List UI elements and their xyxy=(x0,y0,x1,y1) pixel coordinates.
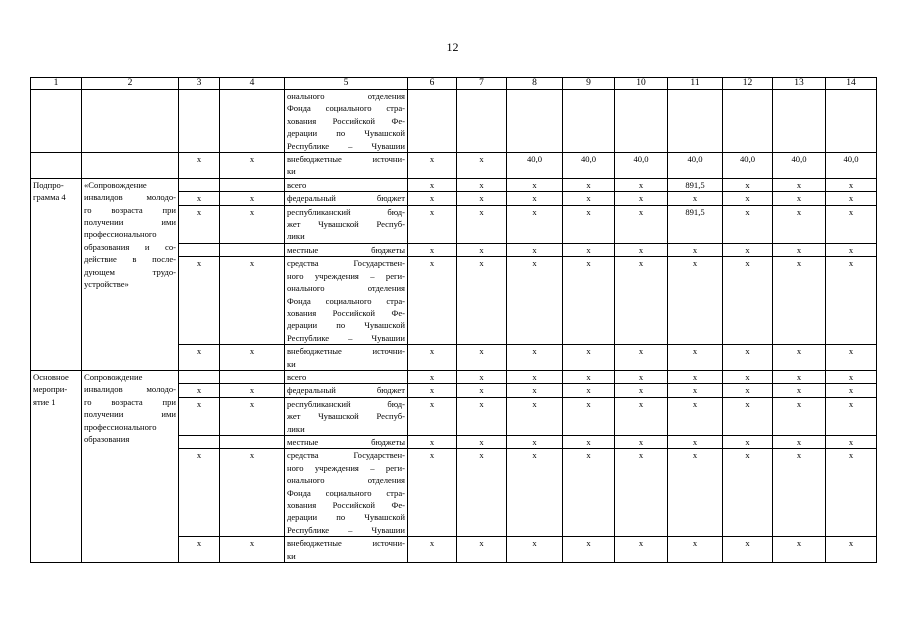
text-line: дующем трудо- xyxy=(84,266,176,277)
value-cell: х xyxy=(563,370,615,383)
value-cell: х xyxy=(457,537,507,563)
value-cell: х xyxy=(408,435,457,448)
value-cell: х xyxy=(615,435,668,448)
value-cell: х xyxy=(179,257,220,345)
text-line: онального отделения xyxy=(287,91,405,101)
value-cell: х xyxy=(457,205,507,243)
value-cell xyxy=(220,435,285,448)
column-number: 6 xyxy=(408,78,457,90)
text-line: средства Государствен- xyxy=(287,258,405,269)
text-line: федеральный бюджет xyxy=(287,193,405,204)
value-cell: х xyxy=(408,537,457,563)
value-cell: 40,0 xyxy=(615,153,668,179)
value-cell: х xyxy=(615,178,668,191)
value-cell: х xyxy=(507,192,563,205)
value-cell: х xyxy=(220,449,285,537)
program-description xyxy=(82,178,179,370)
table-row xyxy=(31,370,877,383)
value-cell: х xyxy=(563,257,615,345)
text-line: хования Российской Фе- xyxy=(287,307,405,318)
value-cell xyxy=(220,243,285,256)
value-cell: х xyxy=(615,370,668,383)
text-line: дерации по Чувашской xyxy=(287,128,405,139)
value-cell: х xyxy=(220,153,285,179)
program-name xyxy=(31,178,82,370)
value-cell: х xyxy=(220,384,285,397)
value-cell: х xyxy=(615,537,668,563)
funding-source xyxy=(285,192,408,205)
header-row xyxy=(31,78,877,90)
value-cell: х xyxy=(179,384,220,397)
empty-cell xyxy=(31,90,82,153)
value-cell: х xyxy=(408,205,457,243)
funding-source xyxy=(285,243,408,256)
value-cell: х xyxy=(668,449,723,537)
text-line: Фонда социального стра- xyxy=(287,487,405,498)
table-row xyxy=(31,90,877,153)
value-cell: х xyxy=(723,178,773,191)
value-cell: х xyxy=(457,397,507,435)
value-cell: 40,0 xyxy=(507,153,563,179)
empty-cell xyxy=(408,90,457,153)
value-cell: х xyxy=(220,537,285,563)
value-cell: х xyxy=(826,345,877,371)
value-cell: х xyxy=(457,257,507,345)
value-cell: х xyxy=(507,435,563,448)
value-cell: х xyxy=(668,537,723,563)
value-cell: х xyxy=(668,243,723,256)
value-cell: х xyxy=(668,370,723,383)
value-cell: 40,0 xyxy=(723,153,773,179)
value-cell: х xyxy=(615,243,668,256)
funding-source xyxy=(285,90,408,153)
value-cell: х xyxy=(723,205,773,243)
column-number: 13 xyxy=(773,78,826,90)
text-line: меропри- xyxy=(33,384,68,395)
value-cell: 40,0 xyxy=(563,153,615,179)
text-line: местные бюджеты xyxy=(287,244,405,255)
page-number: 12 xyxy=(446,40,459,54)
empty-cell xyxy=(82,90,179,153)
value-cell: х xyxy=(723,345,773,371)
funding-source xyxy=(285,435,408,448)
value-cell: х xyxy=(826,537,877,563)
text-line: устройстве» xyxy=(84,279,129,290)
text-line: образования и со- xyxy=(84,241,176,252)
value-cell: х xyxy=(220,397,285,435)
value-cell: х xyxy=(826,243,877,256)
value-cell: х xyxy=(723,537,773,563)
text-line: грамма 4 xyxy=(33,192,66,203)
text-line: Сопровождение xyxy=(84,371,143,382)
text-line: получении ими xyxy=(84,409,176,420)
value-cell: 40,0 xyxy=(668,153,723,179)
value-cell: х xyxy=(723,397,773,435)
value-cell: х xyxy=(220,192,285,205)
value-cell: х xyxy=(408,449,457,537)
text-line: ки xyxy=(287,550,296,561)
funding-source xyxy=(285,205,408,243)
value-cell: х xyxy=(408,370,457,383)
value-cell: х xyxy=(179,537,220,563)
value-cell: х xyxy=(668,192,723,205)
value-cell: х xyxy=(826,192,877,205)
value-cell: х xyxy=(220,345,285,371)
value-cell: 891,5 xyxy=(668,205,723,243)
value-cell: х xyxy=(563,192,615,205)
value-cell: х xyxy=(826,257,877,345)
funding-source xyxy=(285,257,408,345)
value-cell: х xyxy=(773,384,826,397)
value-cell: х xyxy=(615,384,668,397)
text-line: инвалидов молодо- xyxy=(84,384,176,395)
text-line: дерации по Чувашской xyxy=(287,512,405,523)
value-cell: х xyxy=(773,257,826,345)
value-cell: х xyxy=(179,345,220,371)
value-cell: х xyxy=(563,345,615,371)
value-cell: х xyxy=(615,397,668,435)
value-cell: х xyxy=(507,449,563,537)
value-cell: х xyxy=(826,205,877,243)
value-cell: 40,0 xyxy=(773,153,826,179)
text-line: хования Российской Фе- xyxy=(287,115,405,126)
text-line: Фонда социального стра- xyxy=(287,103,405,114)
value-cell: х xyxy=(457,435,507,448)
value-cell: х xyxy=(563,537,615,563)
text-line: Республике – Чувашии xyxy=(287,524,405,535)
value-cell: х xyxy=(615,449,668,537)
value-cell: х xyxy=(457,243,507,256)
value-cell: х xyxy=(408,243,457,256)
value-cell xyxy=(179,178,220,191)
program-name xyxy=(31,370,82,562)
text-line: лики xyxy=(287,231,305,242)
value-cell xyxy=(179,370,220,383)
table-row xyxy=(31,153,877,179)
value-cell: х xyxy=(408,153,457,179)
text-line: местные бюджеты xyxy=(287,436,405,447)
value-cell: х xyxy=(826,370,877,383)
empty-cell xyxy=(220,90,285,153)
funding-source xyxy=(285,384,408,397)
text-line: ного учреждения – реги- xyxy=(287,270,405,281)
value-cell: х xyxy=(179,449,220,537)
empty-cell xyxy=(826,90,877,153)
value-cell: х xyxy=(507,397,563,435)
empty-cell xyxy=(179,90,220,153)
value-cell: х xyxy=(723,370,773,383)
value-cell: х xyxy=(408,192,457,205)
value-cell: х xyxy=(457,449,507,537)
value-cell: х xyxy=(408,345,457,371)
column-number: 8 xyxy=(507,78,563,90)
value-cell: х xyxy=(773,370,826,383)
text-line: хования Российской Фе- xyxy=(287,500,405,510)
text-line: ки xyxy=(287,166,296,177)
column-number: 3 xyxy=(179,78,220,90)
value-cell: х xyxy=(773,243,826,256)
value-cell xyxy=(179,243,220,256)
text-line: получении ими xyxy=(84,217,176,228)
value-cell: х xyxy=(408,384,457,397)
value-cell: х xyxy=(408,178,457,191)
value-cell: х xyxy=(408,397,457,435)
text-line: инвалидов молодо- xyxy=(84,192,176,203)
value-cell: х xyxy=(507,345,563,371)
value-cell: х xyxy=(507,537,563,563)
value-cell: х xyxy=(773,205,826,243)
value-cell: х xyxy=(615,192,668,205)
text-line: Республике – Чувашии xyxy=(287,332,405,343)
value-cell: х xyxy=(457,345,507,371)
value-cell: х xyxy=(773,449,826,537)
column-number: 9 xyxy=(563,78,615,90)
value-cell: х xyxy=(773,537,826,563)
value-cell xyxy=(220,178,285,191)
column-number: 2 xyxy=(82,78,179,90)
column-number: 7 xyxy=(457,78,507,90)
value-cell: х xyxy=(773,435,826,448)
value-cell: х xyxy=(563,243,615,256)
value-cell: х xyxy=(668,397,723,435)
value-cell: х xyxy=(668,257,723,345)
text-line: Фонда социального стра- xyxy=(287,295,405,306)
text-line: республиканский бюд- xyxy=(287,206,405,217)
value-cell: 891,5 xyxy=(668,178,723,191)
funding-source xyxy=(285,537,408,563)
value-cell: х xyxy=(615,257,668,345)
value-cell: х xyxy=(773,192,826,205)
text-line: лики xyxy=(287,423,305,434)
value-cell: х xyxy=(457,384,507,397)
funding-source xyxy=(285,449,408,537)
value-cell: х xyxy=(615,345,668,371)
value-cell: х xyxy=(826,397,877,435)
value-cell: х xyxy=(179,397,220,435)
empty-cell xyxy=(773,90,826,153)
funding-source xyxy=(285,178,408,191)
value-cell: х xyxy=(668,384,723,397)
value-cell: х xyxy=(773,178,826,191)
empty-cell xyxy=(31,153,82,179)
value-cell: х xyxy=(457,178,507,191)
column-number: 10 xyxy=(615,78,668,90)
text-line: всего xyxy=(287,371,307,382)
value-cell: х xyxy=(563,384,615,397)
value-cell: х xyxy=(723,243,773,256)
text-line: федеральный бюджет xyxy=(287,385,405,396)
text-line: го возраста при xyxy=(84,204,176,215)
text-line: дерации по Чувашской xyxy=(287,320,405,331)
empty-cell xyxy=(668,90,723,153)
text-line: профессионального xyxy=(84,421,157,432)
value-cell xyxy=(220,370,285,383)
value-cell: х xyxy=(773,397,826,435)
value-cell: х xyxy=(826,449,877,537)
text-line: онального отделения xyxy=(287,283,405,294)
value-cell: х xyxy=(179,153,220,179)
table-row xyxy=(31,178,877,191)
value-cell: х xyxy=(723,257,773,345)
text-line: ятие 1 xyxy=(33,396,56,407)
empty-cell xyxy=(82,153,179,179)
text-line: действие в после- xyxy=(84,254,176,265)
budget-table xyxy=(30,77,877,563)
value-cell: х xyxy=(507,384,563,397)
value-cell: х xyxy=(179,192,220,205)
text-line: онального отделения xyxy=(287,475,405,486)
empty-cell xyxy=(457,90,507,153)
text-line: го возраста при xyxy=(84,396,176,407)
value-cell: х xyxy=(723,384,773,397)
value-cell: х xyxy=(408,257,457,345)
text-line: ного учреждения – реги- xyxy=(287,462,405,473)
text-line: внебюджетные источни- xyxy=(287,346,405,357)
text-line: Подпро- xyxy=(33,179,64,190)
text-line: жет Чувашской Респуб- xyxy=(287,219,405,230)
column-number: 1 xyxy=(31,78,82,90)
funding-source xyxy=(285,153,408,179)
text-line: «Сопровождение xyxy=(84,179,147,190)
value-cell: х xyxy=(563,449,615,537)
column-number: 11 xyxy=(668,78,723,90)
value-cell: х xyxy=(507,257,563,345)
value-cell: х xyxy=(507,178,563,191)
text-line: образования xyxy=(84,433,130,444)
value-cell: х xyxy=(723,435,773,448)
text-line: внебюджетные источни- xyxy=(287,538,405,549)
value-cell: х xyxy=(457,192,507,205)
value-cell: х xyxy=(826,178,877,191)
text-line: Республике – Чувашии xyxy=(287,140,405,151)
value-cell: 40,0 xyxy=(826,153,877,179)
value-cell: х xyxy=(826,384,877,397)
column-number: 5 xyxy=(285,78,408,90)
value-cell: х xyxy=(615,205,668,243)
value-cell: х xyxy=(668,435,723,448)
empty-cell xyxy=(723,90,773,153)
funding-source xyxy=(285,370,408,383)
value-cell: х xyxy=(668,345,723,371)
text-line: внебюджетные источни- xyxy=(287,154,405,165)
value-cell: х xyxy=(723,449,773,537)
text-line: Основное xyxy=(33,371,69,382)
column-number: 4 xyxy=(220,78,285,90)
empty-cell xyxy=(563,90,615,153)
value-cell: х xyxy=(179,205,220,243)
program-description xyxy=(82,370,179,562)
value-cell: х xyxy=(563,397,615,435)
text-line: средства Государствен- xyxy=(287,450,405,461)
value-cell: х xyxy=(220,205,285,243)
text-line: профессионального xyxy=(84,229,157,240)
value-cell: х xyxy=(220,257,285,345)
value-cell: х xyxy=(457,370,507,383)
funding-source xyxy=(285,397,408,435)
value-cell: х xyxy=(507,243,563,256)
funding-source xyxy=(285,345,408,371)
value-cell xyxy=(179,435,220,448)
value-cell: х xyxy=(563,435,615,448)
value-cell: х xyxy=(457,153,507,179)
value-cell: х xyxy=(723,192,773,205)
column-number: 14 xyxy=(826,78,877,90)
value-cell: х xyxy=(563,205,615,243)
text-line: республиканский бюд- xyxy=(287,398,405,409)
empty-cell xyxy=(507,90,563,153)
value-cell: х xyxy=(507,370,563,383)
value-cell: х xyxy=(507,205,563,243)
text-line: ки xyxy=(287,358,296,369)
value-cell: х xyxy=(563,178,615,191)
text-line: жет Чувашской Респуб- xyxy=(287,411,405,422)
column-number: 12 xyxy=(723,78,773,90)
empty-cell xyxy=(615,90,668,153)
value-cell: х xyxy=(773,345,826,371)
text-line: всего xyxy=(287,179,307,190)
value-cell: х xyxy=(826,435,877,448)
